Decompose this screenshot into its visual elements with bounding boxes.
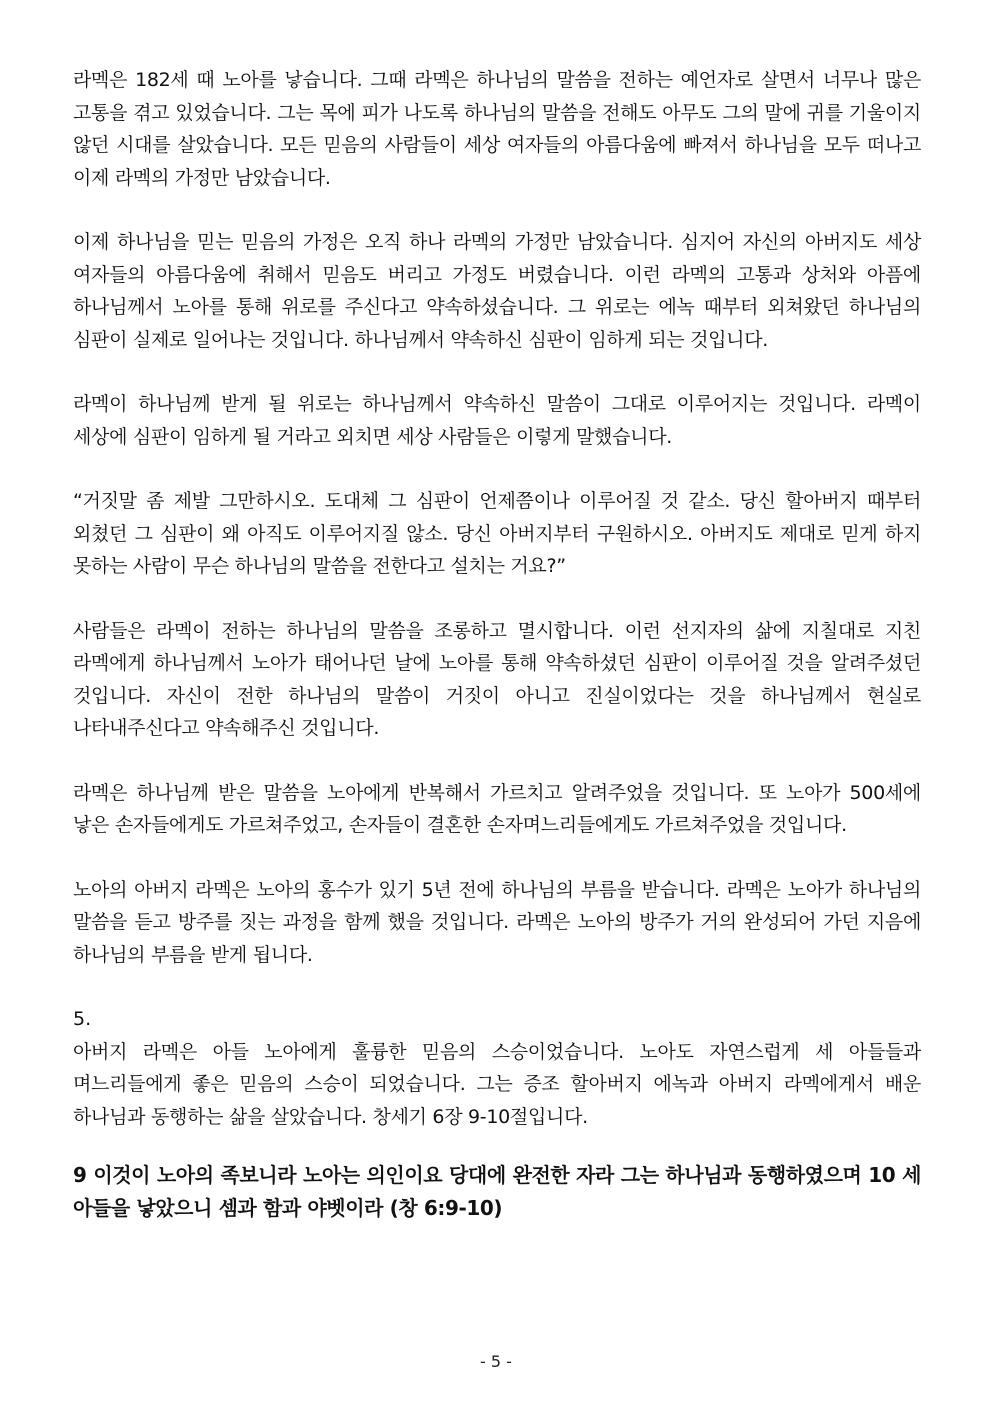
paragraph-2: 이제 하나님을 믿는 믿음의 가정은 오직 하나 라멕의 가정만 남았습니다. 심지어 자신의 아버지도 세상 여자들의 아름다움에 취해서 믿음도 버리고 가정도 버렸습니다. 이런 라멕의 고통과 상처와 아픔에 하나님께서 노아를 통해 위로를 주신다고 약속하셨습니다. 그 위로는 에녹 때부터 외쳐왔던 하나님의 심판이 실제로 일어나는 것입니다. 하나님께서 약속하신 심판이 임하게 되는 것입니다. [73, 231, 921, 351]
paragraph-7: 노아의 아버지 라멕은 노아의 홍수가 있기 5년 전에 하나님의 부름을 받습니다. 라멕은 노아가 하나님의 말씀을 듣고 방주를 짓는 과정을 함께 했을 것입니다. 라멕은 노아의 방주가 거의 완성되어 가던 지음에 하나님의 부름을 받게 됩니다. [73, 878, 921, 966]
section-paragraph: 아버지 라멕은 아들 노아에게 훌륭한 믿음의 스승이었습니다. 노아도 자연스럽게 세 아들들과 며느리들에게 좋은 믿음의 스승이 되었습니다. 그는 증조 할아버지 에녹과 아버지 라멕에게서 배운 하나님과 동행하는 삶을 살았습니다. 창세기 6장 9-10절입니다. [73, 1040, 921, 1128]
scripture-quote: 9 이것이 노아의 족보니라 노아는 의인이요 당대에 완전한 자라 그는 하나님과 동행하였으며 10 세 아들을 낳았으니 셈과 함과 야벳이라 (창 6:9-10) [73, 1163, 921, 1220]
paragraph-5: 사람들은 라멕이 전하는 하나님의 말씀을 조롱하고 멸시합니다. 이런 선지자의 삶에 지칠대로 지친 라멕에게 하나님께서 노아가 태어나던 날에 노아를 통해 약속하셨던 심판이 이루어질 것을 알려주셨던 것입니다. 자신이 전한 하나님의 말씀이 거짓이 아니고 진실이었다는 것을 하나님께서 현실로 나타내주신다고 약속해주신 것입니다. [73, 619, 921, 739]
paragraph-3: 라멕이 하나님께 받게 될 위로는 하나님께서 약속하신 말씀이 그대로 이루어지는 것입니다. 라멕이 세상에 심판이 임하게 될 거라고 외치면 세상 사람들은 이렇게 말했습니다. [73, 393, 921, 448]
paragraph-6: 라멕은 하나님께 받은 말씀을 노아에게 반복해서 가르치고 알려주었을 것입니다. 또 노아가 500세에 낳은 손자들에게도 가르쳐주었고, 손자들이 결혼한 손자며느리들에게도 가르쳐주었을 것입니다. [73, 781, 921, 836]
section-number: 5. [73, 1008, 92, 1030]
quoted-speech-paragraph: “거짓말 좀 제발 그만하시오. 도대체 그 심판이 언제쯤이나 이루어질 것 같소. 당신 할아버지 때부터 외쳤던 그 심판이 왜 아직도 이루어지질 않소. 당신 아버지부터 구원하시오. 아버지도 제대로 믿게 하지 못하는 사람이 무슨 하나님의 말씀을 전한다고 설치는 거요?” [73, 490, 921, 577]
paragraph-1: 라멕은 182세 때 노아를 낳습니다. 그때 라멕은 하나님의 말씀을 전하는 예언자로 살면서 너무나 많은 고통을 겪고 있었습니다. 그는 목에 피가 나도록 하나님의 말씀을 전해도 아무도 그의 말에 귀를 기울이지 않던 시대를 살았습니다. 모든 믿음의 사람들이 세상 여자들의 아름다움에 빠져서 하나님을 모두 떠나고 이제 라멕의 가정만 남았습니다. [73, 69, 921, 189]
page-number: - 5 - [480, 1352, 512, 1371]
document-body [73, 64, 921, 1225]
